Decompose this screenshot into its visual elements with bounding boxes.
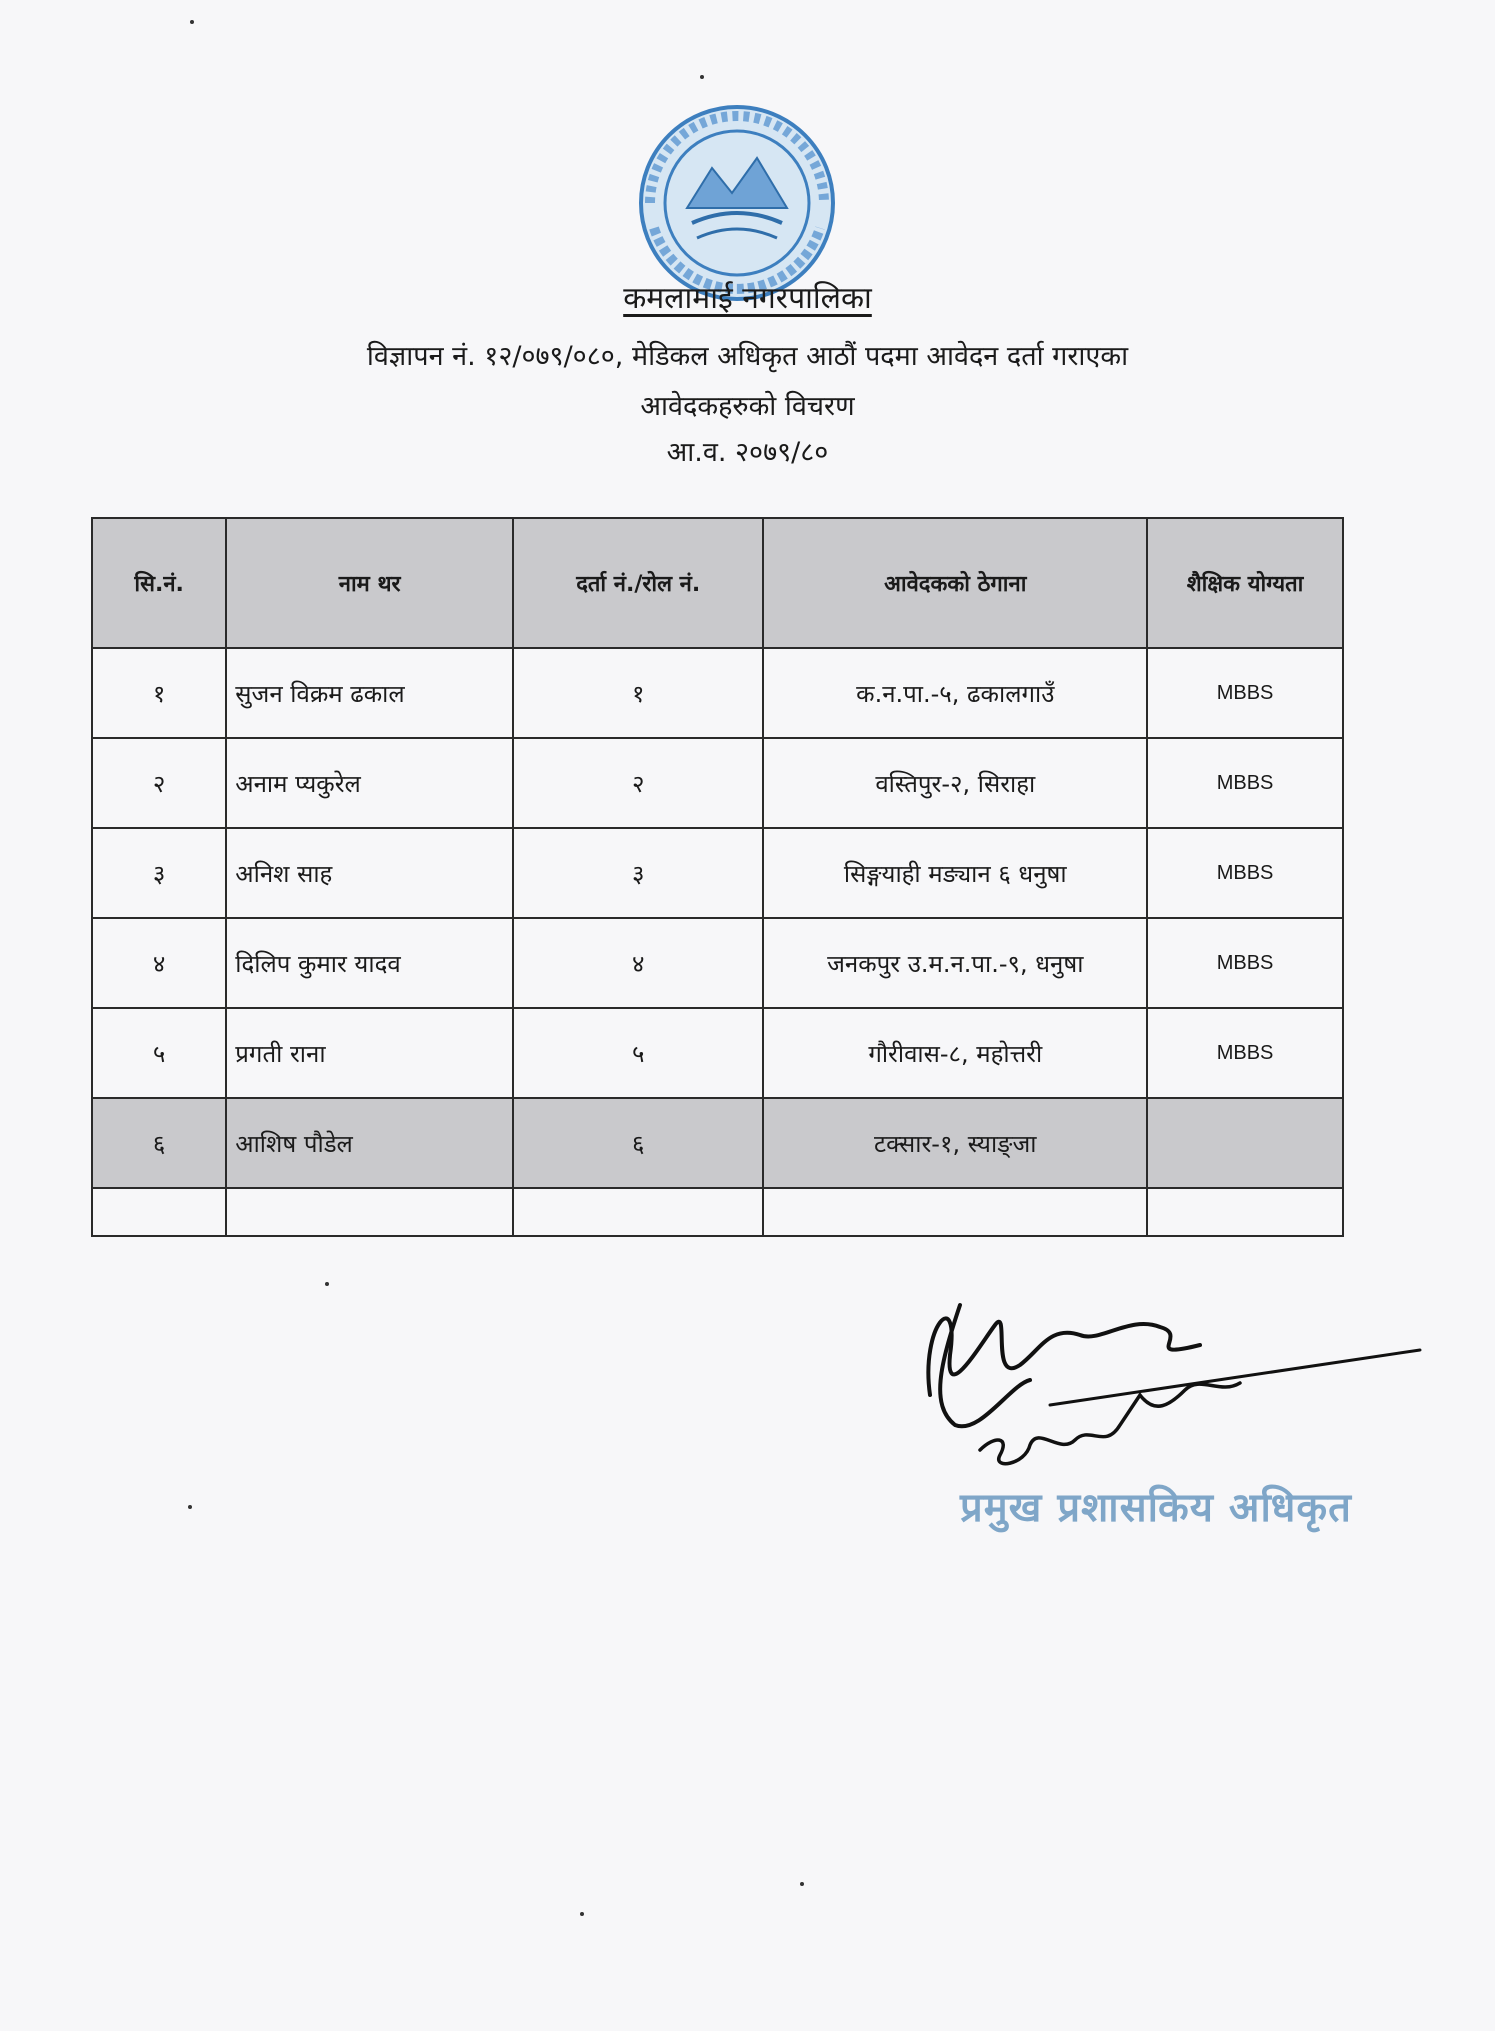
cell-education: MBBS: [1147, 648, 1343, 738]
cell-serial: २: [92, 738, 226, 828]
cell-roll: ६: [513, 1098, 763, 1188]
col-header-roll: दर्ता नं./रोल नं.: [513, 518, 763, 648]
cell-address: क.न.पा.-५, ढकालगाउँ: [763, 648, 1147, 738]
cell-empty: [1147, 1188, 1343, 1236]
cell-education: [1147, 1098, 1343, 1188]
table-row: [92, 1098, 1343, 1188]
cell-roll: १: [513, 648, 763, 738]
scan-speck: [580, 1912, 584, 1916]
officer-signature: [900, 1265, 1440, 1485]
cell-empty: [226, 1188, 513, 1236]
cell-roll: २: [513, 738, 763, 828]
cell-name: अनिश साह: [226, 828, 513, 918]
col-header-address: आवेदकको ठेगाना: [763, 518, 1147, 648]
cell-address: वस्तिपुर-२, सिराहा: [763, 738, 1147, 828]
table-row-empty: [92, 1188, 1343, 1236]
cell-education: MBBS: [1147, 918, 1343, 1008]
cell-name: सुजन विक्रम ढकाल: [226, 648, 513, 738]
cell-serial: १: [92, 648, 226, 738]
cell-empty: [92, 1188, 226, 1236]
cell-education: MBBS: [1147, 1008, 1343, 1098]
table-row: [92, 1008, 1343, 1098]
table-row: [92, 828, 1343, 918]
table-row: [92, 918, 1343, 1008]
cell-roll: ३: [513, 828, 763, 918]
cell-address: गौरीवास-८, महोत्तरी: [763, 1008, 1147, 1098]
scan-speck: [700, 75, 704, 79]
cell-empty: [763, 1188, 1147, 1236]
subtitle-line-2: आवेदकहरुको विचरण: [640, 391, 855, 422]
cell-address: सिङ्गयाही मङ्यान ६ धनुषा: [763, 828, 1147, 918]
fiscal-year: आ.व. २०७९/८०: [666, 437, 829, 468]
applicants-table: [91, 517, 1344, 1237]
table-row: [92, 738, 1343, 828]
cell-serial: ५: [92, 1008, 226, 1098]
subtitle-line-1: विज्ञापन नं. १२/०७९/०८०, मेडिकल अधिकृत आठौं पदमा आवेदन दर्ता गराएका: [366, 341, 1129, 372]
cell-name: अनाम प्यकुरेल: [226, 738, 513, 828]
scan-speck: [800, 1882, 804, 1886]
table-row: [92, 648, 1343, 738]
cell-education: MBBS: [1147, 828, 1343, 918]
notice-subtitle: [150, 332, 1345, 432]
scan-speck: [325, 1282, 329, 1286]
cell-address: टक्सार-१, स्याङ्जा: [763, 1098, 1147, 1188]
col-header-education: शैक्षिक योग्यता: [1147, 518, 1343, 648]
cell-name: प्रगती राना: [226, 1008, 513, 1098]
cell-serial: ४: [92, 918, 226, 1008]
cell-serial: ६: [92, 1098, 226, 1188]
cell-serial: ३: [92, 828, 226, 918]
cell-roll: ४: [513, 918, 763, 1008]
cell-address: जनकपुर उ.म.न.पा.-९, धनुषा: [763, 918, 1147, 1008]
col-header-serial: सि.नं.: [92, 518, 226, 648]
cell-name: दिलिप कुमार यादव: [226, 918, 513, 1008]
cell-name: आशिष पौडेल: [226, 1098, 513, 1188]
scan-speck: [190, 20, 194, 24]
handwritten-signature-icon: [900, 1265, 1440, 1485]
cell-empty: [513, 1188, 763, 1236]
cell-roll: ५: [513, 1008, 763, 1098]
cell-education: MBBS: [1147, 738, 1343, 828]
table-header-row: [92, 518, 1343, 648]
scan-speck: [188, 1505, 192, 1509]
col-header-name: नाम थर: [226, 518, 513, 648]
designation-stamp: प्रमुख प्रशासकिय अधिकृत: [960, 1485, 1352, 1531]
organization-title: कमलामाई नगरपालिका: [623, 281, 872, 316]
